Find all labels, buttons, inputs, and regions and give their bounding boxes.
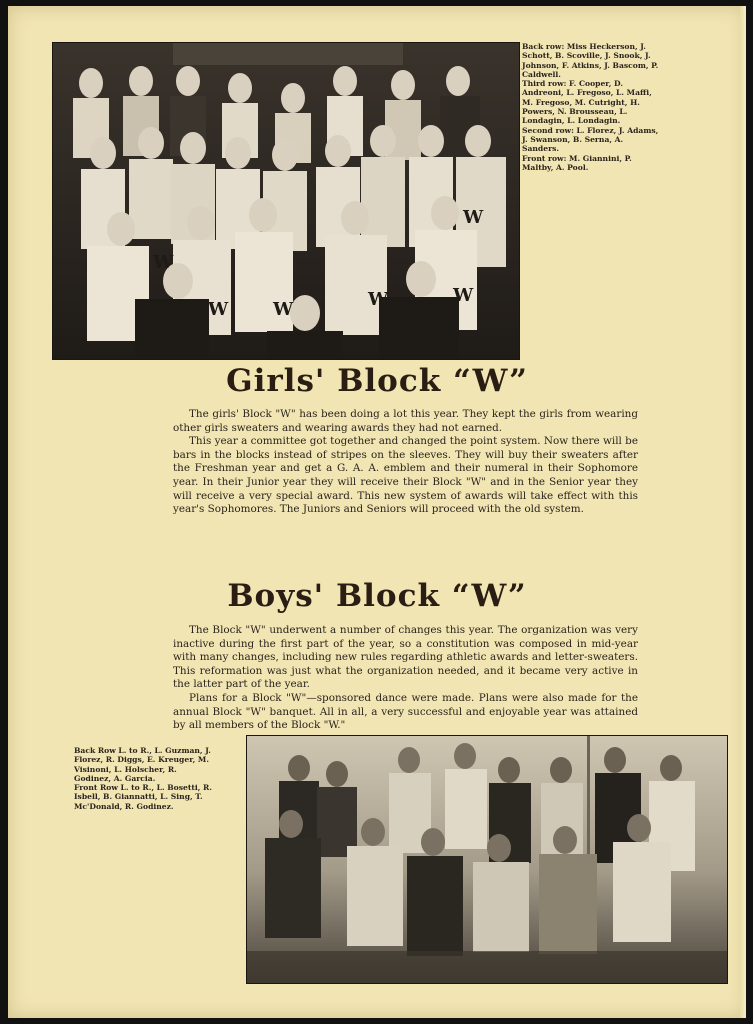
page-edge (740, 6, 746, 1018)
svg-text:W: W (368, 289, 389, 310)
girls-photo-caption: Back row: Miss Heckerson, J. Schott, B. Scoville, J. Snook, J. Johnson, F. Atkins, J. Bascom, P. Caldwell. Third row: F. Cooper, D. Andreoni, L. Fregoso, L. Maffi, M. Fregoso, M. Cutright, H. Powers, N. Brousseau, L. Londagin, L. Londagin. Second row: L. Florez, J. Adams, J. Swanson, B. Serna, A. Sanders. Front row: M. Giannini, P. Maltby, A. Pool. (522, 42, 659, 172)
boys-paragraph: The Block "W" underwent a number of changes this year. The organization was very inactive during the first part of the year, so a constitution was composed in mid-year with many changes, including new rules regarding athletic awards and letter-sweaters. This reformation was just what the organization needed, and it became very active in the latter part of the year. (173, 624, 638, 691)
boys-photo-illustration (247, 736, 727, 983)
boys-group-photo (246, 735, 728, 984)
boys-article-body (173, 624, 638, 733)
girls-paragraph: This year a committee got together and changed the point system. Now there will be bars in the blocks instead of stripes on the sleeves. They will buy their sweaters after the Freshman year and get a G. A. A. emblem and their numeral in their Sophomore year. In their Junior year they will receive their Block "W" and in the Senior year they will receive a very special award. This new system of awards will take effect with this year's Sophomores. The Juniors and Seniors will proceed with the old system. (173, 435, 638, 516)
yearbook-page (8, 6, 746, 1018)
girls-paragraph: The girls' Block "W" has been doing a lot this year. They kept the girls from wearing other girls sweaters and wearing awards they had not earned. (173, 408, 638, 434)
svg-text:W: W (463, 207, 484, 228)
girls-block-w-heading: Girls' Block “W” (226, 363, 528, 399)
svg-text:W: W (208, 299, 229, 320)
boys-paragraph: Plans for a Block "W"—sponsored dance were made. Plans were also made for the annual Block "W" banquet. All in all, a very successful and enjoyable year was attained by all members of the Block "W." (173, 691, 638, 732)
svg-text:W: W (273, 299, 294, 320)
svg-text:W: W (153, 252, 174, 273)
girls-group-photo (52, 42, 520, 360)
girls-photo-illustration (53, 43, 519, 359)
boys-photo-caption: Back Row L. to R., L. Guzman, J. Florez, R. Diggs, E. Kreuger, M. Visinoni, L. Holscher, R. Godinez, A. Garcia. Front Row L. to R., L. Bosetti, R. Isbell, B. Giannatti, L. Sing, T. Mc'Donald, R. Godinez. (74, 746, 212, 811)
boys-block-w-heading: Boys' Block “W” (227, 578, 527, 614)
svg-text:W: W (453, 285, 474, 306)
girls-article-body (173, 408, 638, 517)
